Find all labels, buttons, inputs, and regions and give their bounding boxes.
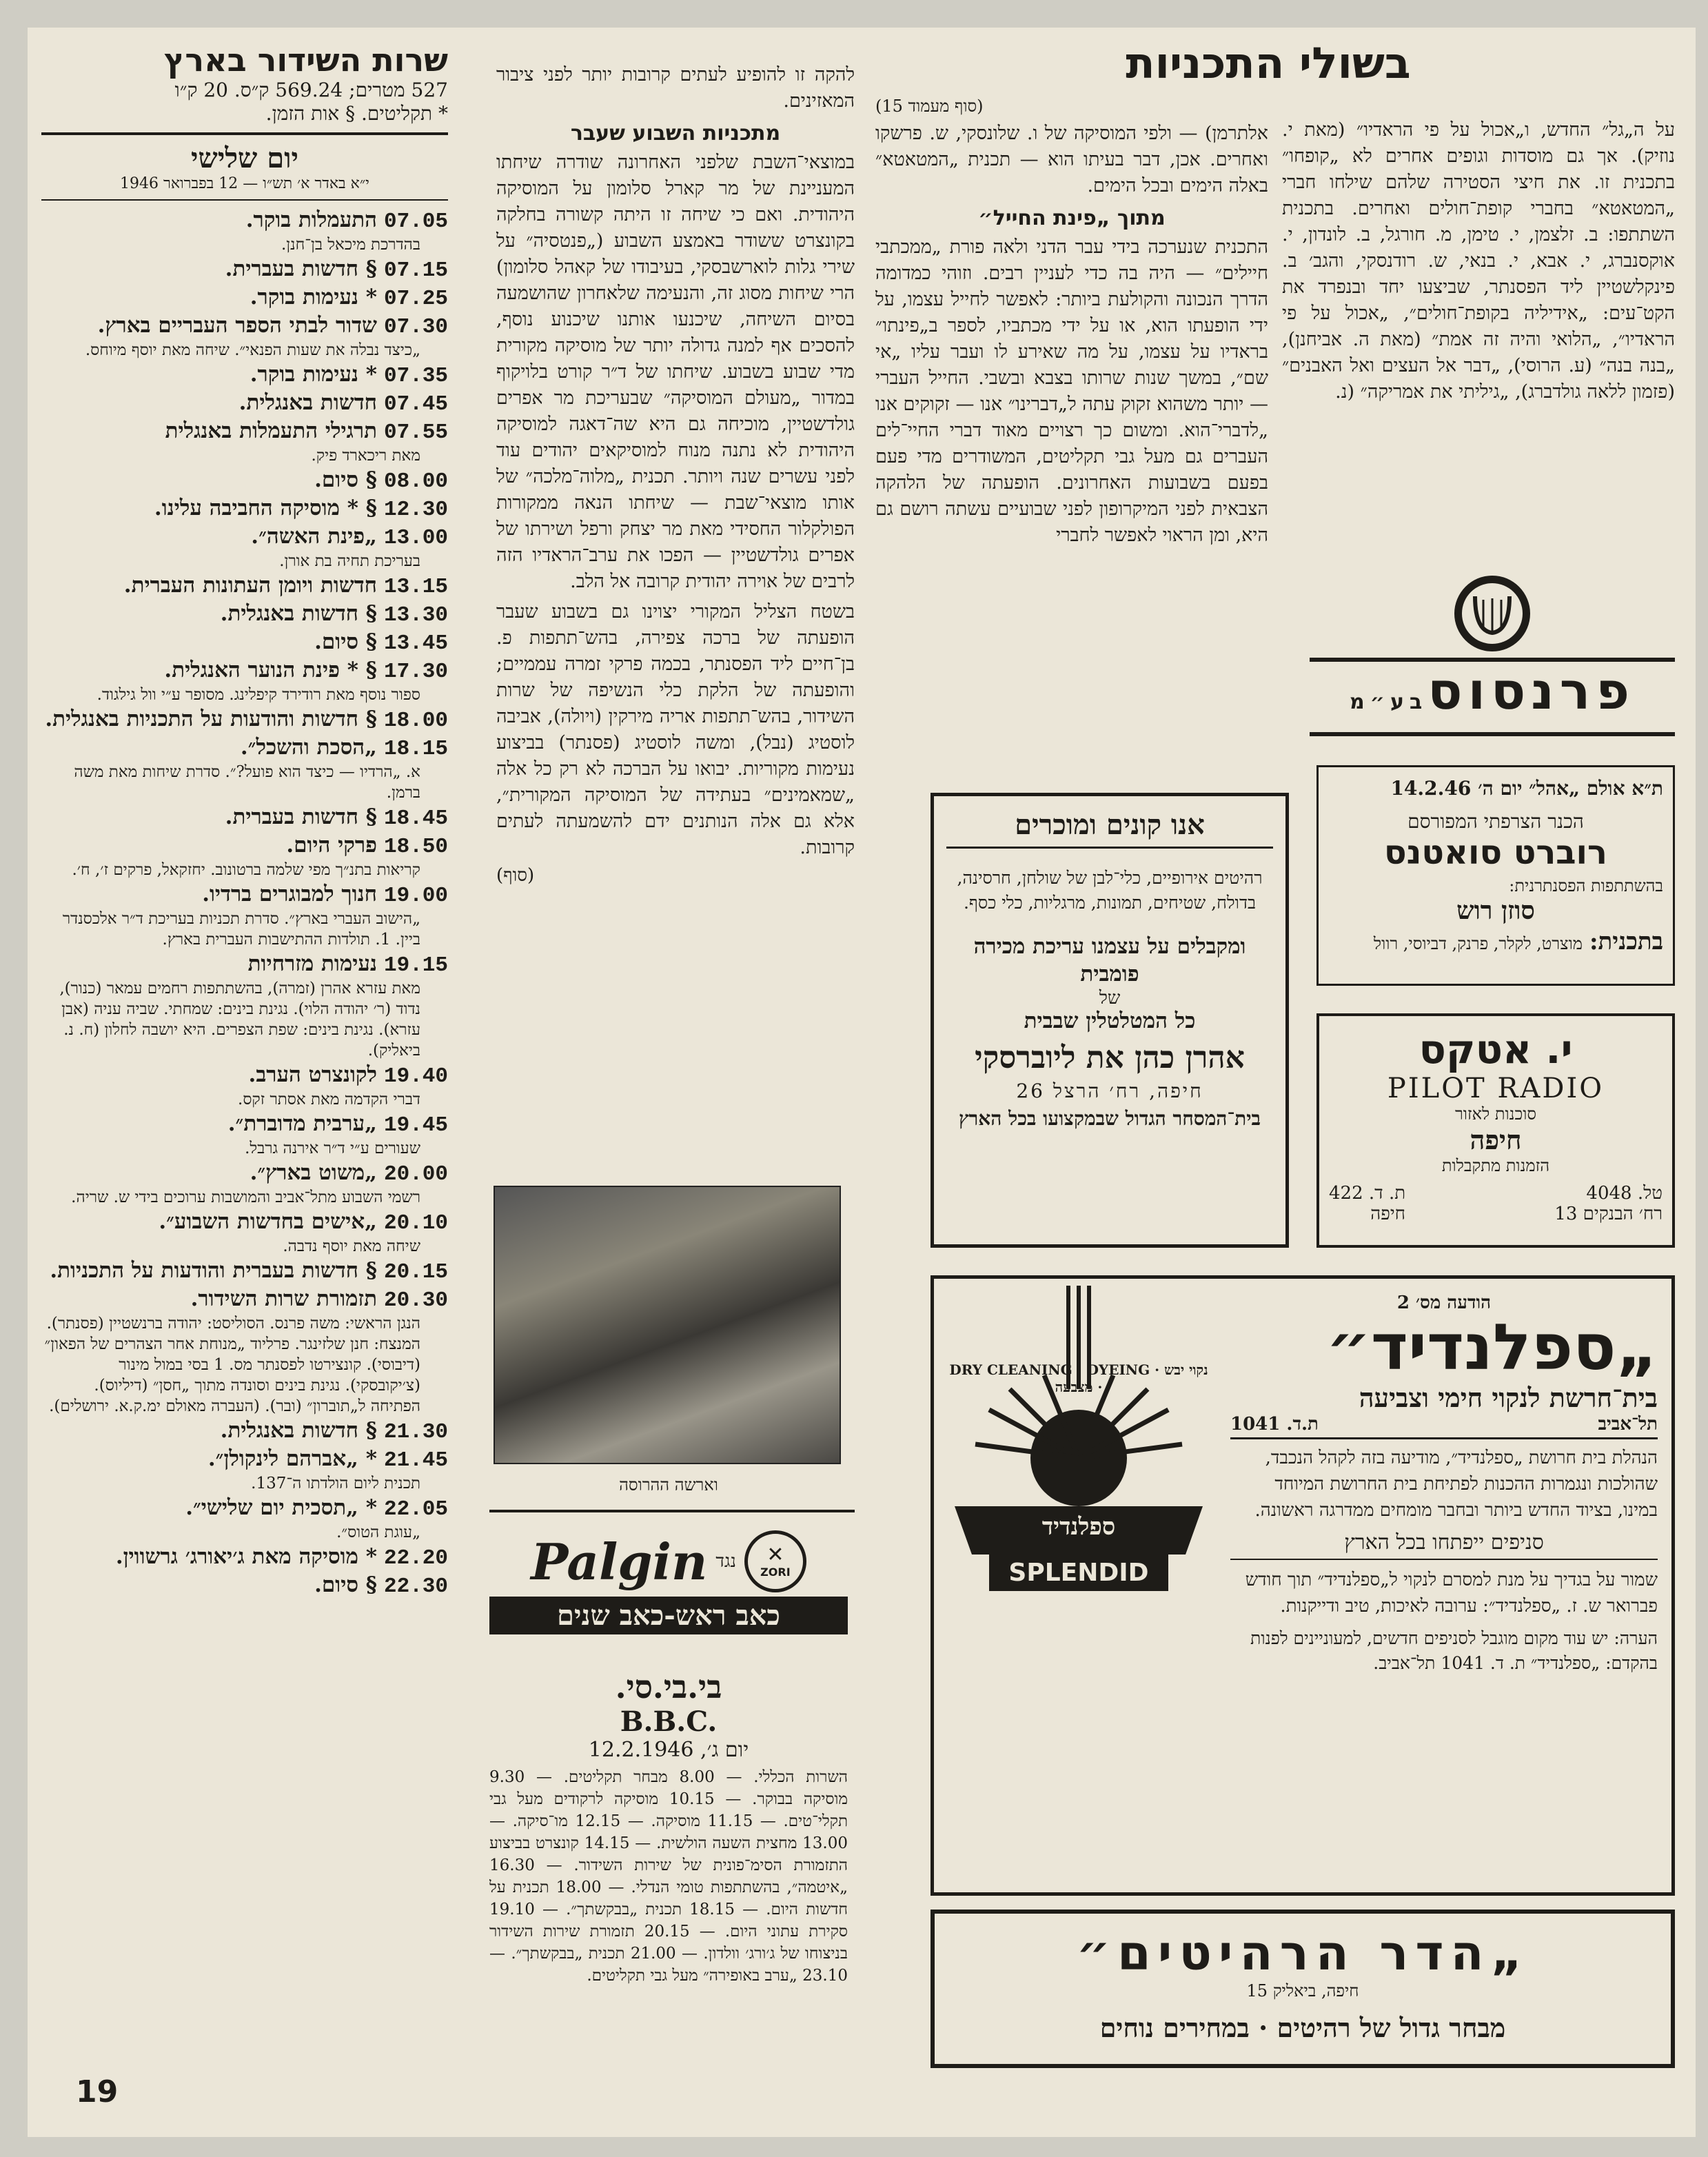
divider: [489, 1510, 855, 1512]
schedule-detail: „עוגת הטוס״.: [336, 1523, 420, 1541]
article-paragraph: להקה זו להופיע לעתים קרובות יותר לפני ציבור המאזינים.: [496, 64, 855, 112]
schedule-time: 12.30: [383, 498, 448, 522]
schedule-time: 21.30: [383, 1420, 448, 1444]
schedule-entry-line: [41, 1544, 448, 1571]
city-label: חיפה: [1370, 1204, 1406, 1224]
schedule-entry-line: [41, 833, 448, 860]
splendid-logo: [948, 1286, 1210, 1612]
schedule-entry-line: [41, 735, 448, 762]
splendid-ring-text: DRY CLEANING · DYEING · נקוי יבש · מצבעה: [949, 1361, 1208, 1395]
schedule-entry: [41, 207, 448, 255]
schedule-entry: [41, 313, 448, 361]
broadcast-schedule: [41, 41, 448, 1601]
schedule-entry-line: [41, 951, 448, 978]
schedule-entry-line: [41, 1111, 448, 1138]
schedule-time: 19.45: [383, 1113, 448, 1137]
auction-all: כל המטלטלין שבבית: [1024, 1009, 1196, 1033]
auctioneer-tagline: בית־המסחר הגדול שבמקצועו בכל הארץ: [958, 1107, 1261, 1130]
article-subhead: מתוך „פינת החייל״: [978, 206, 1166, 230]
schedule-entry: [41, 707, 448, 733]
schedule-program: § * פינת הנוער האנגלית.: [164, 658, 377, 682]
schedule-program: חדשות באנגלית.: [238, 390, 377, 415]
auction-offer: ומקבלים על עצמנו עריכת מכירה פומבית: [973, 934, 1246, 986]
schedule-list: [41, 207, 448, 1599]
schedule-program: § חדשות באנגלית.: [220, 601, 377, 626]
schedule-time: 20.00: [383, 1162, 448, 1186]
schedule-entry: [41, 658, 448, 705]
schedule-entry: [41, 601, 448, 628]
schedule-entry-line: [41, 285, 448, 312]
splendid-deliver: שמור על בגדיך על מנת למסרם לנקוי ל„ספלנדיד״ תוך חודש פברואר ש. ז. „ספלנדיד״: ערובה לאיכות, טיב ודייקנות.: [1245, 1570, 1658, 1617]
schedule-entry-line: [41, 390, 448, 417]
pianist-name: סוזן רוש: [1456, 896, 1535, 925]
article-paragraph: על ה„גל״ החדש, ו„אכול על פי הראדיו״ (מאת י. נוזיק). אך גם מוסדות וגופים אחרים לא „קופחו״ בתכנית זו. את חיצי הסטירה שלהם שילחו חברי „המטאטא״ בחברי קופת־חולים ואחרים. בתכנית השתתפו: ב. זלצמן, י. טימן, מ. חורגל, ב. לונדון, י. אוקסנברג, י. אבא, י. בנאי, ש. רודנסקי, והגב׳ ב. פינקלשטיין ליד הפסנתר, שביצעו יחד ובנפרד את הקט־עים: „אידיליה בקופת־חולים״, „אכול על פי הראדיו״, „הלואי והיה זה אמת״ (מאת ה. אביחנן), „בנה בנה״ (ע. הרוסי), „דבר אל העצים ואל האבנים״ (פזמון ללאה גולדברג), „גיליתי את אמריקה״ (נ.: [1282, 119, 1675, 403]
schedule-detail: בהדרכת מיכאל בן־חנן.: [281, 236, 420, 254]
concert-venue: ת״א אולם „אהל״ יום ה׳ 14.2.46: [1390, 777, 1663, 800]
schedule-program: „הסכת והשכל״.: [240, 735, 377, 760]
buy-sell-items: רהיטים אירופיים, כלי־לבן של שולחן, חרסינה, בדולח, שטיחים, תמונות, מרגליות, כלי כסף.: [957, 868, 1263, 913]
schedule-entry-line: [41, 1062, 448, 1089]
schedule-time: 18.15: [383, 737, 448, 761]
schedule-program: חנוך למבוגרים ברדיו.: [202, 882, 377, 907]
schedule-program: תזמורת שרות השידור.: [190, 1286, 377, 1311]
schedule-detail: קריאות בתנ״ך מפי שלמה ברטונוב. יחזקאל, פרקים ז׳, ח׳.: [72, 861, 420, 879]
schedule-detail: בעריכת תחיה בת אורן.: [279, 552, 420, 570]
schedule-entry-line: [41, 573, 448, 600]
schedule-entry-line: [41, 418, 448, 445]
schedule-entry: [41, 390, 448, 417]
zori-logo-icon: ✕ ZORI: [744, 1530, 806, 1592]
schedule-time: 21.45: [383, 1448, 448, 1472]
zori-label: ZORI: [760, 1565, 791, 1579]
parnasus-suffix: בע״מ: [1349, 690, 1428, 714]
schedule-program: „אישים בחדשות השבוע״.: [159, 1209, 377, 1234]
schedule-program: „פינת האשה״.: [251, 524, 377, 549]
schedule-entry: [41, 1544, 448, 1571]
schedule-time: 13.45: [383, 631, 448, 656]
schedule-detail: א. „הרדיו — כיצד הוא פועל?״. סדרת שיחות מאת משה ברמן.: [74, 763, 420, 802]
auction-of: של: [1099, 988, 1121, 1009]
schedule-entry-line: [41, 313, 448, 340]
hadar-tagline: מבחר גדול של רהיטים · במחירים נוחים: [1099, 2012, 1506, 2043]
schedule-entry: [41, 629, 448, 656]
schedule-entry-line: [41, 1495, 448, 1522]
agency-label: סוכנות לאזור: [1455, 1104, 1536, 1124]
schedule-program: חדשות ויומן העתונות העברית.: [123, 573, 377, 598]
schedule-legend: * תקליטים. § אות הזמן.: [265, 102, 448, 125]
schedule-program: * „תסכית יום שלישי״.: [185, 1495, 377, 1520]
splendid-title: „ספלנדיד״: [1325, 1310, 1658, 1384]
schedule-entry: [41, 418, 448, 466]
schedule-detail: מאת עזרא אהרן (זמרה), בהשתתפות רחמים עמאר (כנור), נדוד (ר׳ יהודה הלוי). נגינת בינים: שמחתי. שביה עניה (אבן עזרא). נגינת בינים: שפת הצפרים. היא יושבה לחלון (ח. נ. ביאליק).: [59, 980, 420, 1060]
schedule-entry: [41, 951, 448, 1061]
schedule-entry: [41, 882, 448, 950]
bbc-title-hebrew: בי.בי.סי.: [615, 1668, 722, 1705]
schedule-entry: [41, 1209, 448, 1257]
pilot-radio-brand: PILOT RADIO: [1387, 1073, 1605, 1104]
article-end: (סוף): [496, 865, 535, 886]
schedule-entry: [41, 1418, 448, 1445]
schedule-entry: [41, 1495, 448, 1543]
schedule-time: 13.00: [383, 526, 448, 550]
schedule-entry: [41, 1111, 448, 1159]
schedule-entry-line: [41, 467, 448, 494]
schedule-day-title: יום שלישי: [191, 142, 298, 174]
schedule-detail: שעורים ע״י ד״ר אירנה גרבל.: [245, 1140, 420, 1157]
schedule-title: שרות השידור בארץ: [163, 41, 448, 79]
schedule-detail: הנגן הראשי: משה פרנס. הסוליסט: יהודה ברנשטיין (פסנתר). המנצח: חנן שלזינגר. פרליוד „מנוחת אחר הצהרים של הפאון״ (דיבוסי). קונצירטו לפסנתר מס. 1 בסי במול מינור (צ׳יקובסקי). נגינת בינים וסונדה מתוך „חסן״ (דיליוס). הפתיחה ל„תוברון״ (ובר). (העברה מאולם ימ.ק.א. ירושלים).: [44, 1315, 420, 1415]
bbc-date: 12.2.1946: [588, 1738, 694, 1762]
splendid-announcement: הנהלת בית חרושת „ספלנדיד״, מודיעה בזה לקהל הנכבד, שהולכות ונגמרות ההכנות לפתיחת בית החרושת המיוחד במינו, בציוד החדש ביותר ובחבר מומחים ממדרגה ראשונה.: [1254, 1448, 1658, 1521]
schedule-time: 13.30: [383, 603, 448, 627]
schedule-program: התעמלות בוקר.: [245, 207, 377, 232]
palgin-against: נגד: [715, 1551, 736, 1572]
schedule-entry: [41, 524, 448, 571]
schedule-time: 07.45: [383, 392, 448, 416]
schedule-entry: [41, 256, 448, 283]
schedule-time: 18.50: [383, 835, 448, 859]
schedule-program: § סיום.: [314, 1572, 377, 1597]
agency-city: חיפה: [1470, 1124, 1522, 1155]
schedule-time: 07.05: [383, 210, 448, 234]
schedule-time: 22.05: [383, 1497, 448, 1521]
schedule-entry: [41, 1062, 448, 1110]
schedule-time: 07.35: [383, 364, 448, 388]
schedule-program: * מוסיקה מאת ג׳יאורג׳ גרשווין.: [115, 1544, 377, 1569]
newspaper-page: [28, 28, 1696, 2137]
schedule-program: תרגילי התעמלות באנגלית: [165, 418, 377, 443]
schedule-time: 18.45: [383, 807, 448, 831]
street-address: רח׳ הבנקים 13: [1554, 1204, 1663, 1224]
schedule-time: 19.15: [383, 953, 448, 978]
schedule-entry-line: [41, 362, 448, 389]
schedule-entry: [41, 285, 448, 312]
bbc-title-english: B.B.C.: [620, 1705, 718, 1738]
schedule-program: § חדשות בעברית והודעות על התכניות.: [50, 1258, 377, 1283]
schedule-time: 17.30: [383, 660, 448, 684]
schedule-wavelengths: 527 מטרים; 569.24 ק״ס. 20 ק״ו: [174, 79, 448, 101]
schedule-program: „משוט בארץ״.: [250, 1160, 377, 1185]
schedule-time: 13.15: [383, 575, 448, 599]
buy-sell-ad: [931, 793, 1289, 1248]
schedule-entry: [41, 496, 448, 523]
schedule-program: * „אברהם לינקולן״.: [207, 1446, 377, 1471]
splendid-ad: [931, 1275, 1675, 1896]
schedule-program: § * מוסיקה החביבה עלינו.: [154, 496, 377, 520]
buy-sell-title: אנו קונים ומוכרים: [946, 809, 1273, 849]
schedule-entry: [41, 467, 448, 494]
parnasus-ad: [1310, 572, 1675, 736]
divider: [41, 199, 448, 201]
schedule-entry: [41, 1258, 448, 1285]
schedule-program: § חדשות בעברית.: [225, 804, 377, 829]
schedule-detail: תכנית ליום הולדתו ה־137.: [251, 1475, 420, 1492]
schedule-time: 22.30: [383, 1574, 448, 1599]
splendid-logo-hebrew: ספלנדיד: [1041, 1513, 1116, 1541]
pianist-label: בהשתתפות הפסנתרנית:: [1509, 876, 1663, 895]
article-paragraph: התכנית שנערכה בידי עבר הדני ולאה פורת „ממכתבי חיילים״ — היה בה כדי לעניין רבים. וזוהי כמדומה הדרך הנכונה והקולעת ביותר: לאפשר לחייל עצמו, על ידי הופעתו הוא, או על ידי מכתביו, לספר ב„פינתו״ בראדיו על עצמו, על מה שאירע לו ועבר עליו „אי שם״, במשך שנות שרותו בצבא ובשבי. החייל העברי — יותר משהוא זקוק עתה ל„דברינו״ אנו — זקוקים אנו „לדברי־הוא. ומשום כך רצויים מאוד דברי החיי־לים העברים גם מעל גבי תקליטים, המשודרים מדי פעם בפעם בשבועות האחרונים. הופעתה של הלהקה הצבאית לפני המיקרופון לפני שבועיים עשתה רושם גם היא, ומן הראוי לאפשר לחברי: [875, 236, 1268, 546]
schedule-entry: [41, 735, 448, 803]
schedule-program: לקונצרט הערב.: [248, 1062, 377, 1087]
schedule-entry-line: [41, 1286, 448, 1313]
page-number: 19: [76, 2074, 119, 2109]
schedule-detail: רשמי השבוע מתל־אביב והמושבות ערוכים בידי ש. שריה.: [71, 1188, 420, 1206]
article-column-3: [496, 62, 855, 886]
schedule-time: 20.30: [383, 1288, 448, 1313]
concert-intro: הכנר הצרפתי המפורסם: [1407, 810, 1584, 833]
schedule-entry: [41, 573, 448, 600]
schedule-time: 07.25: [383, 287, 448, 311]
schedule-detail: מאת ריכארד פיק.: [311, 447, 420, 465]
schedule-time: 19.00: [383, 884, 448, 908]
schedule-entry: [41, 804, 448, 831]
schedule-program: § סיום.: [314, 629, 377, 654]
divider: [41, 132, 448, 135]
program-composers: מוצרט, לקלר, פרנק, דביוסי, רוול: [1373, 934, 1583, 953]
article-column-1: [1126, 38, 1675, 409]
schedule-entry-line: [41, 207, 448, 234]
schedule-entry-line: [41, 804, 448, 831]
schedule-entry: [41, 1572, 448, 1599]
schedule-entry: [41, 362, 448, 389]
schedule-program: § חדשות באנגלית.: [220, 1418, 377, 1443]
article-subhead: מתכניות השבוע שעבר: [570, 121, 781, 145]
schedule-detail: ספור נוסף מאת רודירד קיפלינג. מסופר ע״י וול גילגוד.: [96, 686, 420, 704]
schedule-entry-line: [41, 1160, 448, 1187]
article-paragraph: בשטח הצליל המקורי יצוינו גם בשבוע שעבר הופעתה של ברכה צפירה, בהש־תתפות פ. בן־חיים ליד הפסנתר, בכמה פרקי זמרה עממיים; והופעתה של הלקת כלי הנשיפה של שרות השידור, בהש־תתפות אריה מירקין (ויולה), אביבה לוסטיג (נבל), ומשה לוסטיג (פסנתר) בביצוע נעימות מקוריות. יבואו על הברכה לא רק כל אלה „שמאמינים״ בעתידה של המוסיקה המקורית״, אלא גם אלה הנותנים ידם להשמעתה לעתים קרובות.: [496, 601, 855, 858]
bbc-schedule: השרות הכללי. — 8.00 מבחר תקליטים. — 9.30 מוסיקה בבוקר. — 10.15 מוסיקה לרקודים מעל גבי תקלי־טים. — 11.15 מוסיקה. — 12.15 מו־סיקה. — 13.00 מחצית השעה הולשית. — 14.15 קונצרט בביצוע התזמורת הסימ־פונית של שירות השידור. — 16.30 „איטמה״, בהשתתפות טומי הנדלי. — 18.00 תכנית על חדשות היום. — 18.15 תכנית „בבקשתך״. — 19.10 סקירת עתוני היום. — 20.15 תזמורת שירות השידור בניצוחו של ג׳ורג׳ וולדון. — 21.00 תכנית „בבקשתך״. — 23.10 „ערב באופירה״ מעל גבי תקליטים.: [489, 1768, 848, 1985]
article-column-2: [875, 41, 1268, 553]
schedule-time: 08.00: [383, 469, 448, 494]
schedule-entry: [41, 1446, 448, 1494]
schedule-program: „ערבית מדוברת״.: [227, 1111, 377, 1136]
schedule-time: 07.30: [383, 315, 448, 339]
dealer-name: י. אטקס: [1419, 1026, 1573, 1073]
schedule-entry-line: [41, 496, 448, 523]
schedule-program: פרקי היום.: [286, 833, 377, 858]
splendid-notice: הודעה מס׳ 2: [1396, 1293, 1492, 1313]
schedule-time: 20.10: [383, 1211, 448, 1235]
schedule-program: נעימות מזרחיות: [247, 951, 377, 976]
parnasus-logo: פרנסוס: [1427, 662, 1636, 721]
schedule-entry: [41, 833, 448, 880]
parnasus-concert-box: [1316, 765, 1675, 986]
pilot-radio-ad: [1316, 1013, 1675, 1248]
schedule-entry-line: [41, 1572, 448, 1599]
schedule-entry-line: [41, 601, 448, 628]
schedule-entry-line: [41, 256, 448, 283]
schedule-detail: „כיצד נבלה את שעות הפנאי״. שיחה מאת יוסף מיוחס.: [85, 341, 420, 359]
schedule-time: 19.40: [383, 1064, 448, 1088]
splendid-pobox: ת.ד. 1041: [1230, 1414, 1319, 1435]
schedule-entry-line: [41, 707, 448, 733]
bbc-day: יום ג׳,: [700, 1738, 749, 1762]
schedule-detail: שיחה מאת יוסף נדבה.: [283, 1237, 420, 1255]
article-paragraph: אלתרמן) — ולפי המוסיקה של ו. שלונסקי, ש. פרשקו ואחרים. אכן, דבר בעיתו הוא — תכנית „המטאטא״ באלה הימים ובכל הימים.: [875, 123, 1268, 196]
palgin-slogan: כאב ראש-כאב שנים: [489, 1597, 848, 1634]
splendid-city: תל־אביב: [1598, 1414, 1658, 1435]
schedule-entry-line: [41, 1258, 448, 1285]
schedule-entry: [41, 1286, 448, 1417]
schedule-time: 07.15: [383, 259, 448, 283]
splendid-subtitle: בית־חרשת לנקוי חימי וצביעה: [1359, 1382, 1658, 1413]
schedule-entry-line: [41, 1418, 448, 1445]
schedule-entry-line: [41, 1446, 448, 1473]
auctioneer-address: חיפה, רח׳ הרצל 26: [1016, 1080, 1203, 1102]
article-title: בשולי התכניות: [1126, 38, 1411, 88]
schedule-entry-line: [41, 658, 448, 685]
hadar-furniture-ad: [931, 1910, 1675, 2068]
schedule-entry-line: [41, 1209, 448, 1236]
schedule-program: § סיום.: [314, 467, 377, 492]
schedule-detail: דברי הקדמה מאת אסתר זקס.: [238, 1091, 420, 1108]
schedule-entry-line: [41, 629, 448, 656]
bbc-section: [489, 1668, 848, 1987]
phone-number: טל. 4048: [1586, 1183, 1663, 1204]
hadar-address: חיפה, ביאליק 15: [1246, 1981, 1359, 2001]
splendid-note: הערה: יש עוד מקום מוגבל לסניפים חדשים, למעוניינים לפנות בהקדם: „ספלנדיד״ ת. ד. 1041 תל־אביב.: [1250, 1628, 1658, 1673]
photo-caption: וארשה ההרוסה: [619, 1475, 718, 1495]
schedule-time: 20.15: [383, 1260, 448, 1284]
article-paragraph: במוצאי־השבת שלפני האחרונה שודרה שיחתו המעניינת של מר קארל סלומון על המוסיקה היהודית. ואם כי שיחה זו היתה קשורה בחלקה בקונצרט ששודר באמצע השבוע („פנטסיה״ על שירי גלות לוארשבסקי, בעיבודו של קאהל סלומון) הרי שיחות מסוג זה, והנעימה שלאחרון שהושמעה בסיום השיחה, שיכנעו אותנו שיכנוע נוסף, להסכים אף למנה גדולה יותר של מוסיקה מקורית מדי שבוע בשבוע. שיחתו של ד״ר קורט בלויקוף במדור „מעולם המוסיקה״ שבעריכת מר אפרים גולדשטיין, מוכיחה גם היא שה־דאגה למוסיקה היהודית לא נתנה מנוח למוסיקאים יהודים עוד לפני עשרים שנה ויותר. תכנית „מלוה־מלכה״ של אותו מוצאי־שבת — שיחתו הנאה ממקורות הפולקלור החסידי מאת מר יצחק ורפל ושירתו של אפרים גולדשטיין — הפכו את ערב־הראדיו הזה לרבים של אוירה יהודית קרובה אל הלב.: [496, 152, 855, 592]
schedule-detail: „הישוב העברי בארץ״. סדרת תכניות בעריכת ד״ר אלכסנדר ביין. 1. תולדות ההתישבות העברית בארץ.: [62, 910, 420, 949]
schedule-time: 22.20: [383, 1546, 448, 1570]
schedule-entry-line: [41, 882, 448, 909]
schedule-program: § חדשות בעברית.: [225, 256, 377, 281]
palgin-brand: Palgin: [531, 1532, 708, 1591]
program-label: בתכנית:: [1589, 928, 1663, 955]
schedule-entry-line: [41, 524, 448, 551]
schedule-program: * נעימות בוקר.: [250, 285, 377, 310]
violinist-name: רוברט סואטנס: [1384, 833, 1607, 872]
auctioneer-names: אהרן כהן את ליוברסקי: [975, 1040, 1245, 1075]
hadar-title: „הדר הרהיטים״: [1076, 1925, 1529, 1981]
splendid-branches: סניפים ייפתחו בכל הארץ: [1230, 1530, 1658, 1560]
schedule-entry: [41, 1160, 448, 1208]
schedule-time: 18.00: [383, 709, 448, 733]
schedule-program: * נעימות בוקר.: [250, 362, 377, 387]
orders-label: הזמנות מתקבלות: [1441, 1156, 1550, 1175]
splendid-logo-latin: SPLENDID: [989, 1555, 1168, 1591]
po-box: ת. ד. 422: [1329, 1183, 1406, 1204]
palgin-ad: [489, 1530, 848, 1654]
lyre-logo-icon: [1310, 572, 1675, 658]
schedule-time: 07.55: [383, 421, 448, 445]
schedule-program: § חדשות והודעות על התכניות באנגלית.: [45, 707, 377, 731]
warsaw-ruins-photo: [494, 1186, 841, 1464]
continued-note: (סוף מעמוד 15): [875, 97, 984, 116]
schedule-date: י״א באדר א׳ תש״ו — 12 בפברואר 1946: [120, 175, 369, 192]
schedule-program: שדור לבתי הספר העבריים בארץ.: [97, 313, 377, 338]
